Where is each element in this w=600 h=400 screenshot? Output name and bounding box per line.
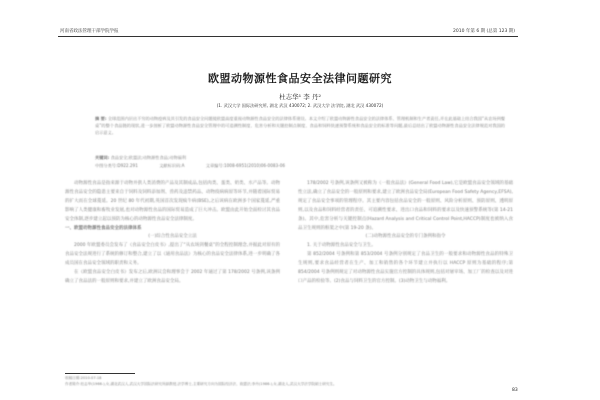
section-heading: 一、欧盟动物源性食品安全的法律体系: [65, 225, 142, 231]
paper-title: 欧盟动物源性食品安全法律问题研究: [208, 72, 392, 85]
body-paragraph: 第 852/2004 号条例和第 853/2004 号条例分别规定了食品卫生的一般要求和动物源性食品的特殊卫生规则,要求食品经营者在生产、加工和销售的各个环节建立并执行以 HACCP 原则为基础的程序;第 854/2004 号条例则规定了对动物源性食品实施官方控制的具体规则,包括对屠宰场、加工厂的检查以及对进口产品的检验等。(2)食品与饲料卫生的官方控制。(3)动物卫生与动物福利。: [298, 252, 513, 284]
keywords-line: [95, 155, 505, 161]
paper-authors: 杜志华¹ 李 丹²: [279, 93, 321, 101]
body-column-left: [65, 180, 280, 287]
body-paragraph: 2000 年欧盟委员会发布了《食品安全白皮书》,提出了“从农场到餐桌”的全程控制理念,并据此对原有的食品安全法规进行了系统的修订和整合,建立了以《通用食品法》为核心的食品安全法律体系,进一步明确了各成员国在食品安全领域的职责和义务。: [65, 243, 280, 267]
running-header-journal: 河南省政法管理干部学院学报: [60, 29, 119, 34]
paper-affiliation: (1. 武汉大学 国际法研究所, 湖北 武汉 430072; 2. 武汉大学 法学院, 湖北 武汉 430072): [216, 103, 384, 108]
footnote-received: 收稿日期:2010-07-18: [65, 376, 102, 380]
abstract-text: 全球范围内层出不穷的动物疫病及其引发的食品安全问题使欧盟高度重视动物源性食品安全的法律体系建设。本文介绍了欧盟动物源性食品安全的法律体系、管理机制和生产者责任,并在此基础上结合我国“从农场到餐桌”的整个食品链的现状,进一步剖析了欧盟动物源性食品安全管理中的可追溯性制度、危害分析和关键控制点制度、食品和饲料快速预警系统和食品安全的标准等问题,最后总结出了欧盟动物源性食品安全法律规范对我国的启示意义。: [95, 116, 505, 136]
abstract-block: [95, 115, 505, 137]
subsection-heading: (二)动物源性食品安全的专门条例和指令: [365, 234, 446, 240]
body-column-right: [298, 180, 513, 287]
subsection-heading: (一)综合性食品安全立法: [148, 234, 197, 240]
keywords-label: 关键词:: [95, 155, 110, 160]
article-number: 文章编号:1008-6951(2010)06-0083-06: [205, 163, 286, 168]
footnote-rule: [65, 373, 135, 374]
body-paragraph: 178/2002 号条例,该条例又被称为《一般食品法》(General Food Law),它是欧盟食品安全领域的基础性立法,确立了食品安全的一般原则和要求,建立了欧洲食品安全局(European Food Safety Agency,EFSA),规定了食品安全事项的管理程序。其主要内容包括食品安全的一般原则、风险分析原则、预防原则、透明原则,以及食品和饲料经营者的责任、可追溯性要求、进出口食品和饲料的要求以及快速预警系统等(第 14-21 条)。其中,危害分析与关键控制点(Hazard Analysis and Critical Control Point,HACCP)制度也被纳入食品卫生规则的框架之中(第 19-20 条)。: [298, 181, 513, 231]
running-header-issue: 2010 年第 6 期 (总第 123 期): [453, 29, 515, 34]
footnote-author-bio: 作者简介:杜志华(1966-),女,湖北武汉人,武汉大学国际法研究所副教授,法学博士,主要研究方向为国际经济法、欧盟法;李丹(1986-),女,湖北人,武汉大学法学院硕士研究生。: [65, 382, 337, 386]
keywords-text: 食品安全;欧盟法;动物源性食品;动物福利: [110, 155, 187, 160]
clc-number: 中图分类号:D922.291: [95, 163, 138, 168]
page-number: 83: [512, 388, 518, 393]
body-paragraph: 在《欧盟食品安全白皮书》发布之后,欧洲议会和理事会于 2002 年通过了第 178/2002 号条例,该条例确立了食品法的一般原则和要求,并建立了欧洲食品安全局。: [65, 270, 280, 284]
body-paragraph: 动物源性食品是指来源于动物并供人类消费的产品及其制成品,包括肉类、蛋类、奶类、水产品等。动物源性食品安全的隐患主要来自于饲料及饲料添加剂、兽药及违禁药品、动物疫病病原等环节,并随着国际贸易的扩大而在全球蔓延。20 世纪 80 年代初期,英国首次发现疯牛病(BSE),之后该病在欧洲多个国家蔓延,严重影响了人类健康和畜牧业发展,也对动物源性食品的国际贸易造成了巨大冲击。欧盟由此开始全面检讨其食品安全体制,逐步建立起以预防为核心的动物源性食品安全法律制度。: [65, 181, 280, 222]
classification-line: [95, 163, 505, 169]
body-paragraph: 1. 关于动物源性食品安全与卫生。: [307, 243, 376, 249]
document-code: 文献标识码:A: [159, 163, 185, 168]
abstract-label: 摘 要:: [95, 116, 107, 121]
header-rule: [58, 36, 518, 37]
